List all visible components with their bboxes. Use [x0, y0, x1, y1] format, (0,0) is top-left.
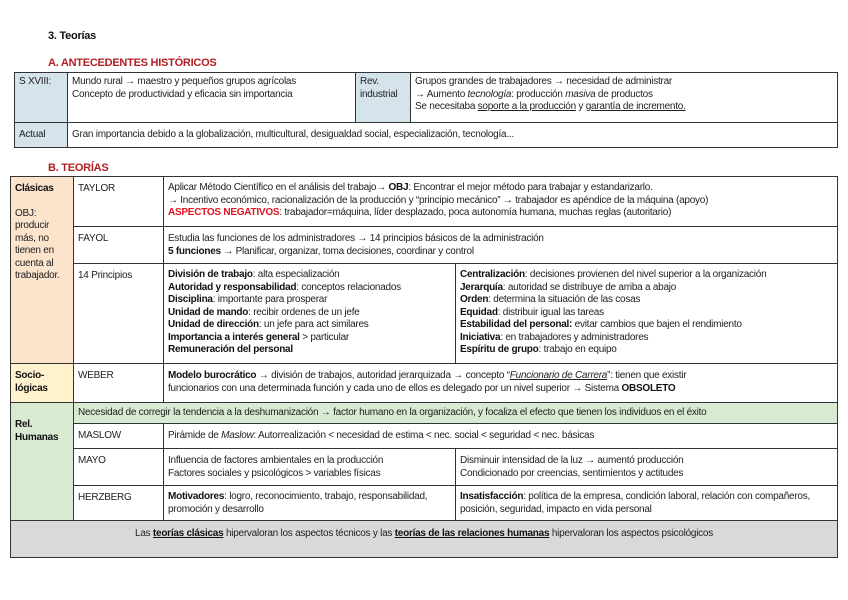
text: Aplicar Método Científico en el análisis del trabajo→ — [168, 182, 389, 193]
mayo-right — [455, 448, 838, 486]
sociologicas-label — [10, 363, 74, 403]
principio-desc: : en trabajadores y administradores — [500, 331, 649, 343]
principio-desc: : recibir ordenes de un jefe — [248, 306, 360, 318]
text-line: Condicionado por creencias, sentimientos y actitudes — [460, 467, 684, 479]
principios-right — [455, 263, 838, 364]
text-line — [168, 207, 833, 220]
text-line: Disminuir intensidad de la luz → aumentó producción — [460, 455, 684, 466]
fayol-content — [163, 226, 838, 264]
text: ”: tienen que existir — [607, 370, 687, 381]
sxviii-content — [67, 72, 356, 123]
text-line — [415, 101, 833, 114]
text: hipervaloran los aspectos psicológicos — [549, 528, 713, 539]
rev-industrial-content — [410, 72, 838, 123]
text-line — [415, 89, 833, 102]
text: OBJ — [388, 182, 409, 193]
humanas-label — [10, 402, 74, 521]
principio-name: Remuneración del personal — [168, 344, 293, 355]
principio-item — [460, 294, 833, 307]
text-line: Mundo rural → maestro y pequeños grupos agrícolas — [72, 76, 296, 87]
principio-desc: : determina la situación de las cosas — [488, 294, 641, 305]
principio-name: Unidad de dirección — [168, 319, 259, 330]
text: : producción — [511, 88, 566, 100]
principio-name: Unidad de mando — [168, 306, 249, 318]
principio-desc: : autoridad se distribuye de arriba a abajo — [502, 281, 677, 293]
principio-item — [168, 307, 451, 320]
actual-label: Actual — [14, 122, 68, 148]
principio-name: Espíritu de grupo — [460, 344, 539, 355]
text: : Encontrar el mejor método para trabajar y estandarizarlo. — [408, 182, 653, 193]
text: masiva — [565, 88, 596, 100]
taylor-label: TAYLOR — [73, 176, 164, 227]
principio-item — [460, 282, 833, 295]
text: : logro, reconocimiento, trabajo, responsabilidad, promoción y desarrollo — [168, 491, 428, 515]
text: teorías de las relaciones humanas — [394, 528, 550, 539]
principio-name: Disciplina — [168, 294, 213, 305]
footer-summary — [10, 520, 838, 558]
weber-label: WEBER — [73, 363, 164, 403]
text-line — [168, 246, 833, 259]
text: Las — [135, 528, 153, 539]
rev-industrial-label: Rev. industrial — [355, 72, 411, 123]
principio-item — [168, 282, 451, 295]
mayo-label: MAYO — [73, 448, 164, 486]
taylor-content — [163, 176, 838, 227]
text: garantía de incremento. — [585, 101, 686, 112]
section-heading: 3. Teorías — [48, 30, 97, 42]
principio-item — [460, 319, 833, 332]
text: soporte a la producción — [477, 101, 576, 112]
text-line — [168, 370, 833, 383]
principio-name: Equidad — [460, 306, 498, 318]
herzberg-label: HERZBERG — [73, 485, 164, 521]
principio-name: Centralización — [460, 269, 525, 280]
text: ASPECTOS NEGATIVOS — [168, 207, 280, 218]
principio-desc: : distribuir igual las tareas — [497, 306, 604, 318]
text-line — [168, 182, 833, 195]
text: → división de trabajos, autoridad jerarquizada → concepto “ — [256, 370, 510, 381]
text: Maslow — [221, 430, 254, 441]
weber-content — [163, 363, 838, 403]
principio-name: División de trabajo — [168, 269, 253, 280]
text-line — [168, 383, 833, 396]
maslow-label: MASLOW — [73, 423, 164, 449]
principio-desc: : trabajo en equipo — [538, 344, 617, 355]
herzberg-left — [163, 485, 456, 521]
text: y — [575, 101, 586, 112]
principio-name: Autoridad y responsabilidad — [168, 281, 297, 293]
text: teorías clásicas — [152, 528, 224, 539]
text: : trabajador=máquina, líder desplazado, poca autonomía humana, muchas reglas (autoritario) — [279, 207, 672, 218]
text: hipervaloran los aspectos técnicos y las — [223, 528, 395, 539]
text: funcionarios con una determinada función y cada uno de ellos es delegado por un nivel superior → Sistema — [168, 382, 622, 394]
clasicas-label — [10, 176, 74, 364]
principio-item — [168, 269, 451, 282]
text: Socio-lógicas — [15, 370, 48, 394]
principio-item — [168, 294, 451, 307]
text-line: Influencia de factores ambientales en la producción — [168, 455, 384, 466]
text: : Autorrealización < necesidad de estima < nec. social < seguridad < nec. básicas — [253, 430, 595, 441]
text: Clásicas — [15, 183, 54, 194]
principio-desc: : decisiones provienen del nivel superior a la organización — [524, 269, 767, 280]
principio-name: Importancia a interés general — [168, 331, 300, 343]
text: Modelo burocrático — [168, 370, 257, 381]
principio-desc: : conceptos relacionados — [296, 281, 401, 293]
text-line: Concepto de productividad y eficacia sin importancia — [72, 88, 293, 100]
mayo-left — [163, 448, 456, 486]
principio-name: Iniciativa — [460, 331, 501, 343]
text: → Aumento — [415, 88, 468, 100]
text-line: Factores sociales y psicológicos > variables físicas — [168, 467, 381, 479]
principios-left — [163, 263, 456, 364]
principio-desc: : importante para prosperar — [212, 294, 328, 305]
text: Rel. Humanas — [15, 419, 59, 443]
text: tecnología — [467, 88, 512, 100]
text: : política de la empresa, condición laboral, relación con compañeros, posición, seguridad, impacto en vida personal — [460, 491, 811, 515]
herzberg-right — [455, 485, 838, 521]
principio-desc: > particular — [299, 331, 349, 343]
sxviii-label: S XVIII: — [14, 72, 68, 123]
principio-desc: : alta especialización — [252, 269, 340, 280]
text: Motivadores — [168, 491, 225, 502]
principio-desc: evitar cambios que bajen el rendimiento — [572, 319, 742, 330]
text: Funcionario de Carrera — [509, 370, 608, 381]
principio-item — [168, 344, 451, 357]
principio-item — [460, 332, 833, 345]
text: → Planificar, organizar, toma decisiones, coordinar y control — [220, 245, 474, 257]
text: Pirámide de — [168, 430, 222, 441]
maslow-content — [163, 423, 838, 449]
principios-label: 14 Principios — [73, 263, 164, 364]
principio-item — [460, 269, 833, 282]
humanas-intro: Necesidad de corregir la tendencia a la deshumanización → factor humano en la organización, y focaliza el efecto que tienen los individuos en el éxito — [73, 402, 838, 424]
text: de productos — [595, 88, 653, 100]
text: Se necesitaba — [415, 101, 478, 112]
section-b-title: B. TEORÍAS — [48, 162, 109, 174]
text: OBJ: producir más, no tienen en cuenta al trabajador. — [15, 207, 60, 281]
text-line: Grupos grandes de trabajadores → necesidad de administrar — [415, 76, 673, 87]
fayol-label: FAYOL — [73, 226, 164, 264]
principio-item — [460, 307, 833, 320]
text: 5 funciones — [168, 245, 221, 257]
principio-item — [168, 319, 451, 332]
principio-item — [168, 332, 451, 345]
text-line: → Incentivo económico, racionalización de la producción y “principio mecánico” → trabajador es apéndice de la máquina (apoyo) — [168, 194, 709, 206]
text: OBSOLETO — [621, 382, 676, 394]
principio-name: Estabilidad del personal: — [460, 319, 573, 330]
principio-name: Orden — [460, 294, 489, 305]
principio-name: Jerarquía — [460, 281, 503, 293]
text-line: Estudia las funciones de los administradores → 14 principios básicos de la administración — [168, 233, 544, 244]
text: Insatisfacción — [460, 491, 524, 502]
actual-content: Gran importancia debido a la globalización, multicultural, desigualdad social, especialización, tecnología... — [67, 122, 838, 148]
principio-desc: : un jefe para act similares — [258, 319, 369, 330]
section-a-title: A. ANTECEDENTES HISTÓRICOS — [48, 57, 217, 69]
principio-item — [460, 344, 833, 357]
